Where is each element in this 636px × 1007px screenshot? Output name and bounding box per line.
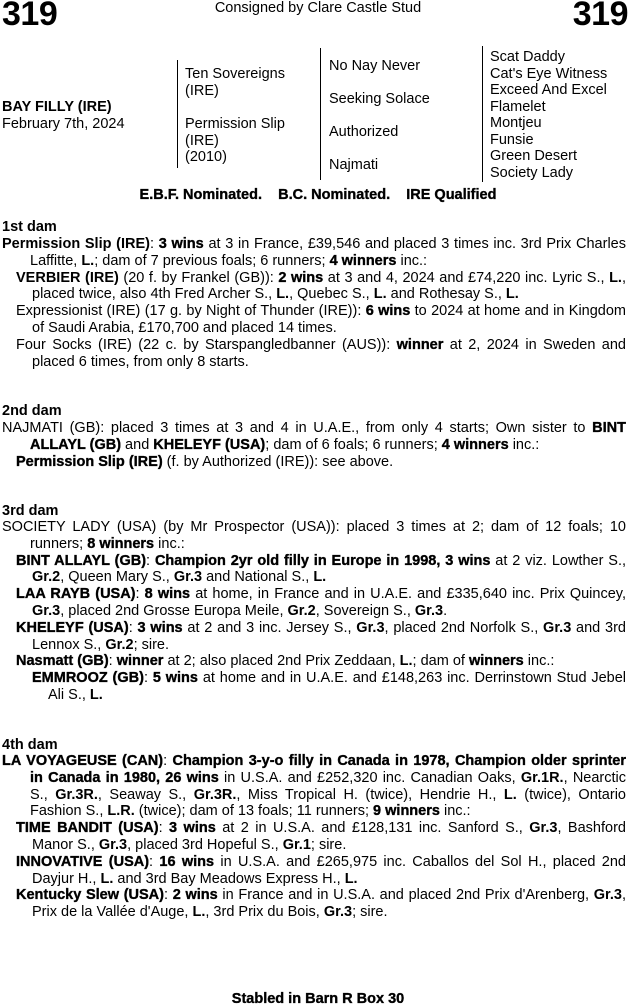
- pedigree-sire: Ten Sovereigns (IRE): [185, 66, 285, 99]
- progeny-innovative: INNOVATIVE (USA): 16 wins in U.S.A. and £265,975 inc. Caballos del Sol H., placed 2nd Dayjur H., L. and 3rd Bay Meadows Express H., L.: [16, 853, 626, 887]
- pedigree-bracket-3: [482, 46, 483, 182]
- third-dam-summary: SOCIETY LADY (USA) (by Mr Prospector (USA)): placed 3 times at 2; dam of 12 foals; 10 runners; 8 winners inc.:: [2, 519, 626, 552]
- pedigree-bracket-2: [320, 48, 321, 180]
- progeny-bint-allayl: BINT ALLAYL (GB): Champion 2yr old filly in Europe in 1998, 3 wins at 2 viz. Lowther S., Gr.2, Queen Mary S., Gr.3 and National S., L.: [16, 552, 626, 586]
- fourth-dam-summary: LA VOYAGEUSE (CAN): Champion 3-y-o filly in Canada in 1978, Champion older sprinter in Canada in 1980, 26 wins in U.S.A. and £252,320 inc. Canadian Oaks, Gr.1R., Nearctic S., Gr.3R., Seaway S., Gr.3R., Miss Tropical H. (twice), Hendrie H., L. (twice), Ontario Fashion S., L.R. (twice); dam of 13 foals; 11 runners; 9 winners inc.:: [2, 753, 626, 820]
- nominations: E.B.F. Nominated. B.C. Nominated. IRE Qualified: [139, 187, 497, 203]
- consignor: Consigned by Clare Castle Stud: [214, 0, 422, 16]
- first-dam-section: [2, 236, 626, 370]
- pedigree-dam: Permission Slip (IRE) (2010): [185, 116, 285, 165]
- second-dam-heading: 2nd dam: [2, 403, 62, 419]
- pedigree-gen3: Scat Daddy Cat's Eye Witness Exceed And Excel Flamelet Montjeu Funsie Green Desert Society Lady: [490, 49, 608, 181]
- foaling-date: February 7th, 2024: [2, 116, 125, 132]
- progeny-time-bandit: TIME BANDIT (USA): 3 wins at 2 in U.S.A. and £128,131 inc. Sanford S., Gr.3, Bashford Manor S., Gr.3, placed 3rd Hopeful S., Gr.1; sire.: [16, 820, 626, 853]
- third-dam-heading: 3rd dam: [2, 503, 59, 519]
- fourth-dam-heading: 4th dam: [2, 737, 58, 753]
- pedigree-sire-sire: No Nay Never: [329, 58, 421, 74]
- progeny-kheleyf: KHELEYF (USA): 3 wins at 2 and 3 inc. Jersey S., Gr.3, placed 2nd Norfolk S., Gr.3 and 3rd Lennox S., Gr.2; sire.: [16, 619, 626, 653]
- progeny-expressionist: Expressionist (IRE) (17 g. by Night of Thunder (IRE)): 6 wins to 2024 at home and in Kingdom of Saudi Arabia, £170,700 and placed 14 times.: [16, 303, 627, 336]
- pedigree-dam-dam: Najmati: [329, 157, 379, 173]
- pedigree-sire-dam: Seeking Solace: [329, 91, 430, 107]
- pedigree-dam-sire: Authorized: [329, 124, 399, 140]
- third-dam-section: [2, 519, 626, 704]
- fourth-dam-section: [2, 753, 626, 921]
- progeny-laa-rayb: LAA RAYB (USA): 8 wins at home, in France and in U.A.E. and £335,640 inc. Prix Quincey, Gr.3, placed 2nd Grosse Europa Meile, Gr.2, Sovereign S., Gr.3.: [16, 586, 626, 619]
- progeny-kentucky-slew: Kentucky Slew (USA): 2 wins in France and in U.S.A. and placed 2nd Prix d'Arenberg, Gr.3, Prix de la Vallée d'Auge, L., 3rd Prix du Bois, Gr.3; sire.: [16, 887, 627, 921]
- progeny-verbier: VERBIER (IRE) (20 f. by Frankel (GB)): 2 wins at 3 and 4, 2024 and £74,220 inc. Lyric S., L., placed twice, also 4th Fred Archer S., L., Quebec S., L. and Rothesay S., L.: [16, 269, 626, 303]
- second-dam-summary: NAJMATI (GB): placed 3 times at 3 and 4 in U.A.E., from only 4 starts; Own sister to BINT ALLAYL (GB) and KHELEYF (USA); dam of 6 foals; 6 runners; 4 winners inc.:: [2, 420, 626, 453]
- stabling-info: Stabled in Barn R Box 30: [231, 991, 405, 1007]
- progeny-four-socks: Four Socks (IRE) (22 c. by Starspangledbanner (AUS)): winner at 2, 2024 in Sweden and placed 6 times, from only 8 starts.: [16, 336, 626, 370]
- second-dam-section: [2, 420, 626, 470]
- lot-number-right: 319: [572, 0, 628, 33]
- progeny-permission-slip: Permission Slip (IRE) (f. by Authorized (IRE)): see above.: [16, 453, 394, 470]
- progeny-nasmatt: Nasmatt (GB): winner at 2; also placed 2nd Prix Zeddaan, L.; dam of winners inc.:: [16, 653, 555, 670]
- first-dam-summary: Permission Slip (IRE): 3 wins at 3 in France, £39,546 and placed 3 times inc. 3rd Prix Charles Laffitte, L.; dam of 7 previous foals; 6 runners; 4 winners inc.:: [2, 236, 626, 269]
- pedigree-bracket-1: [177, 60, 178, 168]
- first-dam-heading: 1st dam: [2, 219, 57, 235]
- lot-number-left: 319: [2, 0, 58, 33]
- progeny-emmrooz: EMMROOZ (GB): 5 wins at home and in U.A.E. and £148,263 inc. Derrinstown Stud Jebel Ali S., L.: [32, 670, 627, 703]
- horse-description: BAY FILLY (IRE): [2, 99, 112, 115]
